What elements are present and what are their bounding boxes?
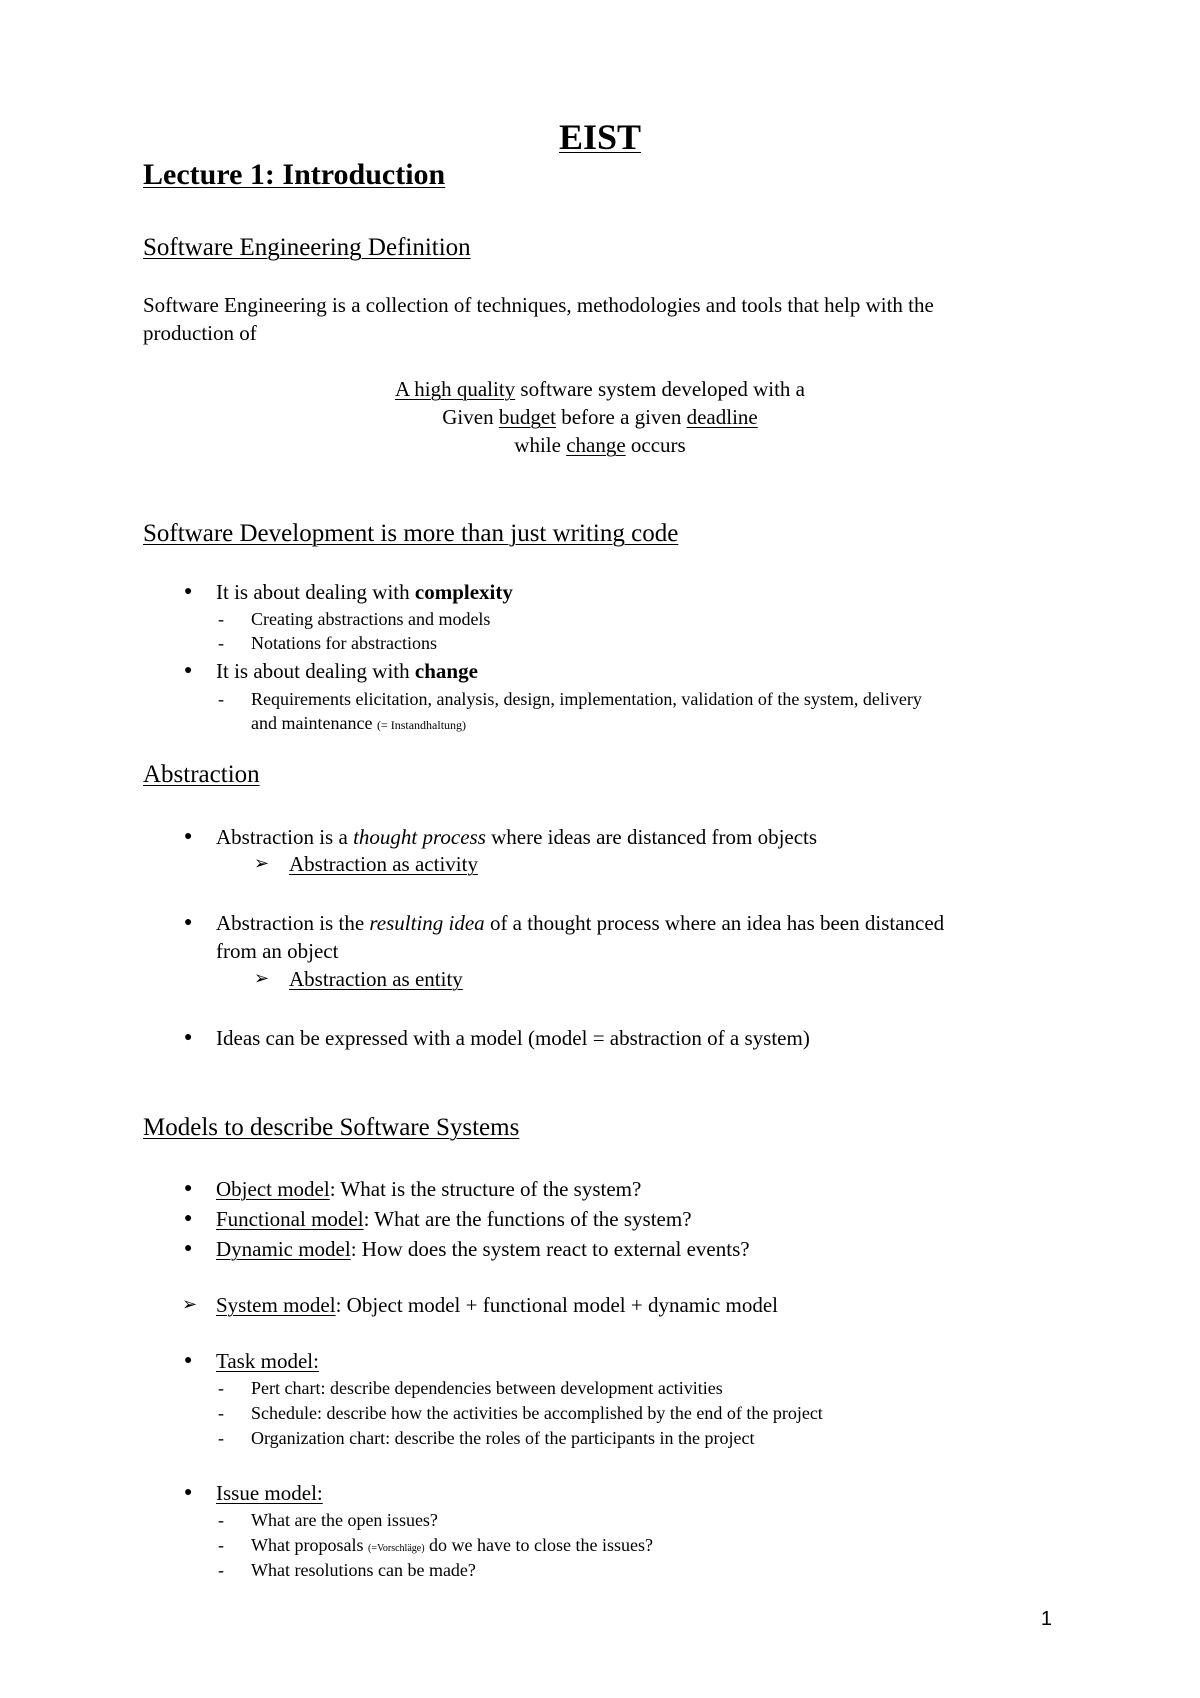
underlined-term: deadline	[686, 405, 758, 429]
text: before a given	[555, 405, 687, 429]
text: Abstraction is the	[216, 911, 370, 935]
text: and maintenance	[251, 713, 377, 733]
sub-list-item	[251, 1535, 653, 1556]
dash-icon: -	[218, 1428, 224, 1448]
bullet-icon: ●	[184, 829, 193, 844]
underlined-term: Object model	[216, 1177, 330, 1201]
sub-list-item: Notations for abstractions	[251, 633, 437, 653]
arrow-icon: ➢	[254, 853, 270, 874]
dash-icon: -	[218, 689, 224, 709]
bullet-icon: ●	[184, 1030, 193, 1045]
text: : Object model + functional model + dynamic model	[335, 1293, 779, 1317]
text: occurs	[625, 433, 686, 457]
sub-list-item: Organization chart: describe the roles of the participants in the project	[251, 1428, 755, 1448]
text: do we have to close the issues?	[424, 1535, 653, 1555]
translation-note: (= Instandhaltung)	[376, 718, 467, 732]
text: software system developed with a	[515, 377, 805, 401]
list-item	[216, 911, 944, 936]
sub-list-item: What resolutions can be made?	[251, 1560, 476, 1580]
bold-term: complexity	[414, 580, 513, 604]
sub-list-item: What are the open issues?	[251, 1510, 438, 1530]
bullet-icon: ●	[184, 584, 193, 599]
sub-list-item-continuation	[251, 713, 466, 734]
underlined-term: A high quality	[394, 377, 516, 401]
bullet-icon: ●	[184, 1485, 193, 1500]
arrow-icon: ➢	[182, 1294, 198, 1315]
paragraph-line: production of	[143, 321, 257, 345]
sub-list-item: Creating abstractions and models	[251, 609, 491, 629]
definition-line-2	[0, 405, 1200, 430]
list-item	[216, 1237, 750, 1262]
bold-term: change	[414, 659, 478, 683]
sub-list-item: Schedule: describe how the activities be accomplished by the end of the project	[251, 1403, 823, 1423]
definition-line-3	[0, 433, 1200, 458]
bullet-icon: ●	[184, 915, 193, 930]
underlined-term: budget	[498, 405, 556, 429]
section-heading-models: Models to describe Software Systems	[143, 1114, 520, 1141]
sub-list-item: Requirements elicitation, analysis, design, implementation, validation of the system, delivery	[251, 689, 922, 709]
sub-list-item: Pert chart: describe dependencies between development activities	[251, 1378, 723, 1398]
underlined-term: Dynamic model	[216, 1237, 351, 1261]
arrow-item: Abstraction as activity	[289, 852, 478, 876]
section-heading-se-definition: Software Engineering Definition	[143, 234, 471, 261]
underlined-term: change	[566, 433, 626, 457]
text: : What are the functions of the system?	[363, 1207, 692, 1231]
text: while	[514, 433, 567, 457]
underlined-term: Functional model	[216, 1207, 364, 1231]
arrow-icon: ➢	[254, 968, 270, 989]
arrow-item: Abstraction as entity	[289, 967, 463, 991]
text: It is about dealing with	[216, 659, 415, 683]
text: Given	[442, 405, 499, 429]
text: where ideas are distanced from objects	[485, 825, 818, 849]
list-item: Ideas can be expressed with a model (model = abstraction of a system)	[216, 1026, 810, 1050]
section-heading-software-development: Software Development is more than just writing code	[143, 520, 679, 547]
list-item: Issue model:	[216, 1481, 323, 1505]
page-number: 1	[1040, 1608, 1052, 1630]
list-item	[216, 580, 513, 605]
list-item	[216, 1177, 641, 1202]
dash-icon: -	[218, 1378, 224, 1398]
list-item	[216, 659, 478, 684]
definition-line-1	[0, 377, 1200, 402]
bullet-icon: ●	[184, 1211, 193, 1226]
se-definition-paragraph	[143, 291, 1073, 347]
dash-icon: -	[218, 633, 224, 653]
dash-icon: -	[218, 609, 224, 629]
list-item	[216, 825, 817, 850]
dash-icon: -	[218, 1403, 224, 1423]
text: : How does the system react to external events?	[350, 1237, 750, 1261]
list-item	[216, 1293, 778, 1318]
text: What proposals	[251, 1535, 368, 1555]
dash-icon: -	[218, 1560, 224, 1580]
underlined-term: System model	[216, 1293, 336, 1317]
bullet-icon: ●	[184, 663, 193, 678]
text: It is about dealing with	[216, 580, 415, 604]
text: : What is the structure of the system?	[329, 1177, 642, 1201]
dash-icon: -	[218, 1535, 224, 1555]
text: Abstraction is a	[216, 825, 354, 849]
bullet-icon: ●	[184, 1181, 193, 1196]
text: of a thought process where an idea has been distanced	[484, 911, 945, 935]
bullet-icon: ●	[184, 1241, 193, 1256]
paragraph-line: Software Engineering is a collection of techniques, methodologies and tools that help with the	[143, 293, 934, 317]
list-item-continuation: from an object	[216, 939, 339, 963]
list-item: Task model:	[216, 1349, 319, 1373]
translation-note: (=Vorschläge)	[367, 1543, 425, 1554]
italic-term: resulting idea	[369, 911, 485, 935]
dash-icon: -	[218, 1510, 224, 1530]
italic-term: thought process	[353, 825, 486, 849]
bullet-icon: ●	[184, 1353, 193, 1368]
document-title: EIST	[558, 117, 642, 157]
list-item	[216, 1207, 692, 1232]
section-heading-abstraction: Abstraction	[143, 761, 260, 788]
lecture-title: Lecture 1: Introduction	[143, 158, 446, 191]
